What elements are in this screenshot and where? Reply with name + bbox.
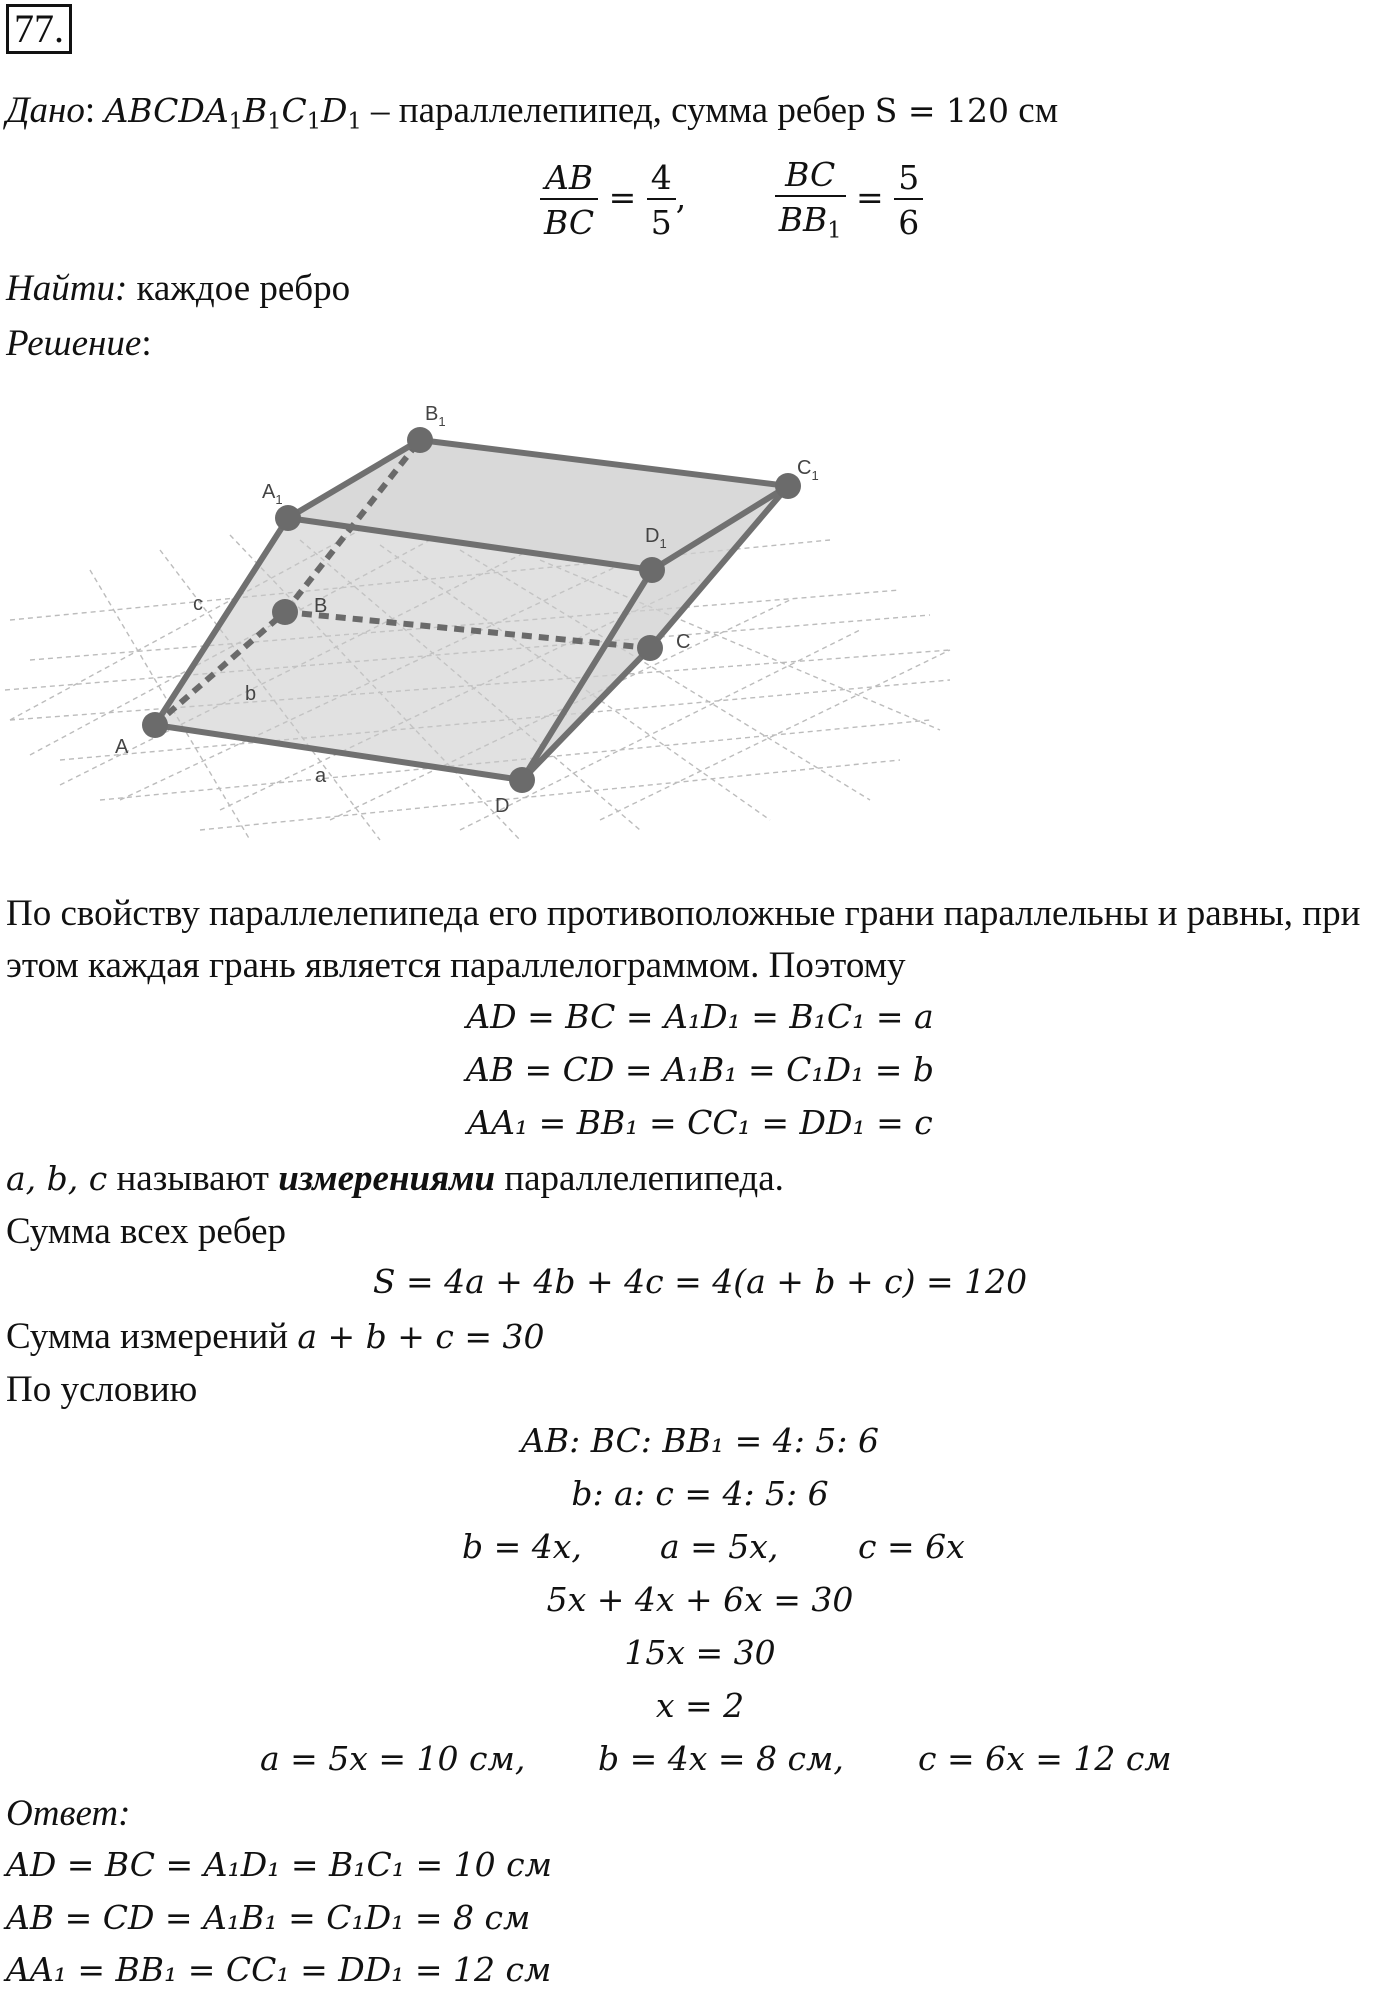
label-C1: $C_1$ [797,457,819,483]
label-A1: $A_1$ [262,481,283,507]
ratio-equation-1: AB: BC: BB₁ = 4: 5: 6 [521,1421,879,1460]
result-c: c = 6x = 12 см [918,1739,1172,1778]
vertex-D1 [639,557,665,583]
linear-eq-3: x = 2 [655,1686,745,1725]
equation-c: AA₁ = BB₁ = CC₁ = DD₁ = c [467,1103,933,1142]
sum-dims-equation: a + b + c = 30 [297,1317,545,1356]
linear-eq-1: 5x + 4x + 6x = 30 [546,1580,854,1619]
given-label: Дано [6,90,85,131]
linear-eq-2: 15x = 30 [624,1633,776,1672]
label-a: a [315,765,327,787]
equation-b: AB = CD = A₁B₁ = C₁D₁ = b [465,1050,935,1089]
ratio-equation-2: b: a: c = 4: 5: 6 [571,1474,829,1513]
ratio2-lhs: $\frac{BC}{BB_1}$ [775,158,846,242]
given-line [6,92,1058,133]
answer-line-3: AA₁ = BB₁ = CC₁ = DD₁ = 12 см [6,1950,552,1989]
result-b: b = 4x = 8 см, [598,1739,844,1778]
answer-line-1: AD = BC = A₁D₁ = B₁C₁ = 10 см [6,1845,552,1884]
vertex-B1 [407,427,433,453]
ratio2-rhs: $\frac{5}{6}$ [894,161,923,239]
sum-all-label: Сумма всех ребер [6,1211,287,1252]
given-description: – параллелепипед, сумма ребер [361,90,875,131]
vertex-B [272,599,298,625]
find-text: каждое ребро [127,268,351,309]
find-label: Найти: [6,268,128,309]
vertex-C [637,635,663,661]
given-ratios: $\frac{AB}{BC}$ = $\frac{4}{5}$ , $\frac{BC}{BB_1}$ = $\frac{5}{6}$ [540,158,923,242]
substitution-a: a = 5x, [660,1527,779,1566]
answer-label: Ответ: [6,1793,131,1834]
ratio1-rhs: $\frac{4}{5}$ [647,161,676,239]
label-b: b [245,683,257,705]
dimensions-line: a, b, c называют измерениями параллелепипеда. [6,1158,784,1199]
label-A: A [115,736,129,758]
label-c: c [193,593,203,615]
label-D1: $D_1$ [645,525,667,551]
vertex-D [509,767,535,793]
solution-label: Решение: [6,323,152,364]
equation-a: AD = BC = A₁D₁ = B₁C₁ = a [466,997,934,1036]
parallelepiped-figure [0,400,980,860]
vertex-A1 [275,505,301,531]
paragraph1-line2: этом каждая грань является параллелограммом. Поэтому [6,945,906,986]
sum-dims-line: Сумма измерений a + b + c = 30 [6,1316,545,1357]
dimensions-vars: a, b, c [6,1159,108,1198]
by-condition: По условию [6,1369,198,1410]
given-unit: см [1009,90,1059,131]
label-B1: $B_1$ [425,403,446,429]
substitution-b: b = 4x, [462,1527,582,1566]
given-sum: S = 120 [874,91,1010,130]
sum-all-equation: S = 4a + 4b + 4c = 4(a + b + c) = 120 [372,1262,1028,1301]
ratio1-lhs: $\frac{AB}{BC}$ [540,161,598,239]
label-C: C [676,631,691,653]
paragraph1-line1: По свойству параллелепипеда его противоположные грани параллельны и равны, при [6,893,1361,934]
label-D: D [495,795,510,817]
substitution-c: c = 6x [858,1527,965,1566]
dimensions-term: измерениями [278,1158,496,1199]
answer-line-2: AB = CD = A₁B₁ = C₁D₁ = 8 см [6,1898,531,1937]
label-B: B [314,595,328,617]
given-colon: : [84,90,96,131]
given-solid: $ABCDA_1B_1C_1D_1$ [104,91,362,135]
find-line [6,270,350,307]
vertex-A [142,712,168,738]
problem-number: 77. [6,4,72,54]
result-a: a = 5x = 10 см, [260,1739,526,1778]
